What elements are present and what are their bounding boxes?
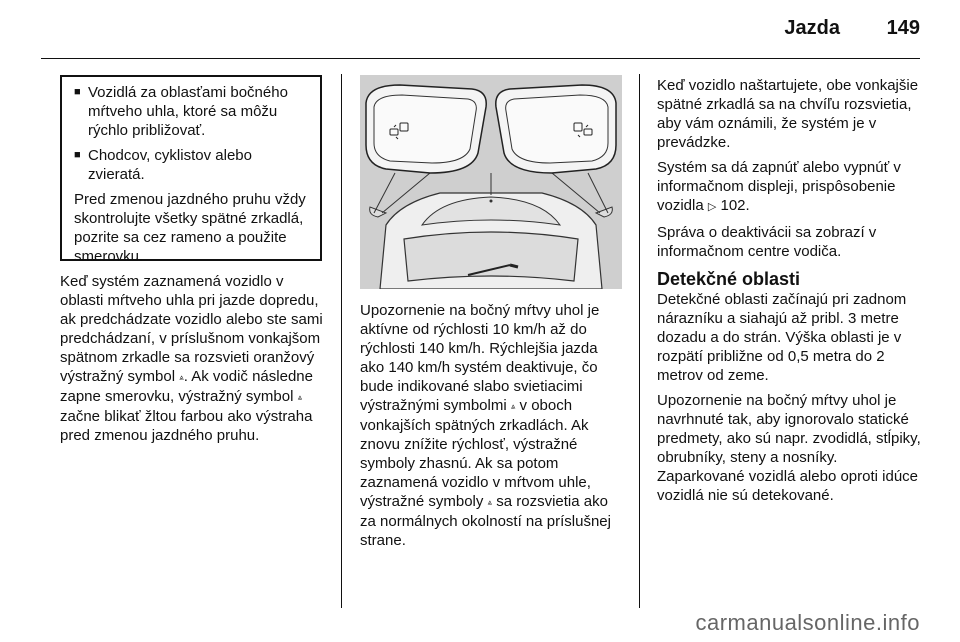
watermark: carmanualsonline.info <box>695 610 920 635</box>
page-number: 149 <box>886 17 920 39</box>
paragraph: Detekčné oblasti začínajú pri zadnom nárazníku a siahajú až pribl. 3 metre dozadu a do strán. Výška oblasti je v rozpätí približne od 0,5 metra do 2 metrov od zeme. <box>657 291 907 384</box>
section-heading: Detekčné oblasti <box>657 269 801 289</box>
caution-text: Pred zmenou jazdného pruhu vždy skontrolujte všetky spätné zrkadlá, pozrite sa cez rameno a použite smerovku. <box>74 191 306 265</box>
paragraph: Upozornenie na bočný mŕtvy uhol je aktívne od rýchlosti 10 km/h až do rýchlosti 140 km/h. Rýchlejšia jazda ako 140 km/h systém deaktivuje, čo bude indikované slabo svietiacimi výstražnými symbolmi ⩓ v oboch vonkajších spätných zrkadlách. Ak znovu znížite rýchlosť, výstražné symboly zhasnú. Ak sa potom zaznamená vozidlo v mŕtvom uhle, výstražné symboly ⩓ sa rozsvietia ako za normálnych okolností na príslušnej strane. <box>360 302 611 549</box>
column-3-body <box>657 76 927 511</box>
column-divider-left <box>341 74 342 608</box>
column-divider-right <box>639 74 640 608</box>
blind-spot-warning-icon: ⩓ <box>179 373 184 382</box>
paragraph: Upozornenie na bočný mŕtvy uhol je navrhnuté tak, aby ignorovalo statické predmety, ako sú napr. zvodidlá, stĺpiky, obrubníky, steny a nosníky. Zaparkované vozidlá alebo oproti idúce vozidlá nie sú detekované. <box>657 392 921 504</box>
blind-spot-warning-icon: ⩓ <box>297 393 303 402</box>
header-rule <box>41 58 920 59</box>
blind-spot-warning-icon: ⩓ <box>510 402 516 411</box>
paragraph: Systém sa dá zapnúť alebo vypnúť v informačnom displeji, prispôsobenie vozidla ▷ 102. <box>657 158 927 217</box>
paragraph: Keď vozidlo naštartujete, obe vonkajšie spätné zrkadlá sa na chvíľu rozsvietia, aby vám oznámili, že systém je v prevádzke. <box>657 77 919 151</box>
bullet-icon: ■ <box>74 149 81 161</box>
mirror-illustration <box>360 75 622 289</box>
column-1-body <box>60 272 330 451</box>
bullet-icon: ■ <box>74 86 81 98</box>
chapter-title: Jazda <box>784 17 840 39</box>
column-2-body <box>360 301 625 556</box>
list-item: ■ Vozidlá za oblasťami bočného mŕtveho uhla, ktoré sa môžu rýchlo približovať. <box>74 84 288 139</box>
paragraph: Keď systém zaznamená vozidlo v oblasti mŕtveho uhla pri jazde dopredu, ak predchádzate vozidlo alebo ste sami predchádzaní, v príslušnom vonkajšom spätnom zrkadle sa rozsvieti oranžový výstražný symbol ⩓. Ak vodič následne zapne smerovku, výstražný symbol ⩓ začne blikať žltou farbou ako výstraha pred zmenou jazdného pruhu. <box>60 273 323 444</box>
blind-spot-warning-icon: ⩓ <box>487 498 493 507</box>
caution-box <box>60 75 322 265</box>
list-item: ■ Chodcov, cyklistov alebo zvieratá. <box>74 147 252 183</box>
paragraph: Správa o deaktivácii sa zobrazí v informačnom centre vodiča. <box>657 224 877 260</box>
page-reference-arrow-icon: ▷ <box>707 201 717 213</box>
